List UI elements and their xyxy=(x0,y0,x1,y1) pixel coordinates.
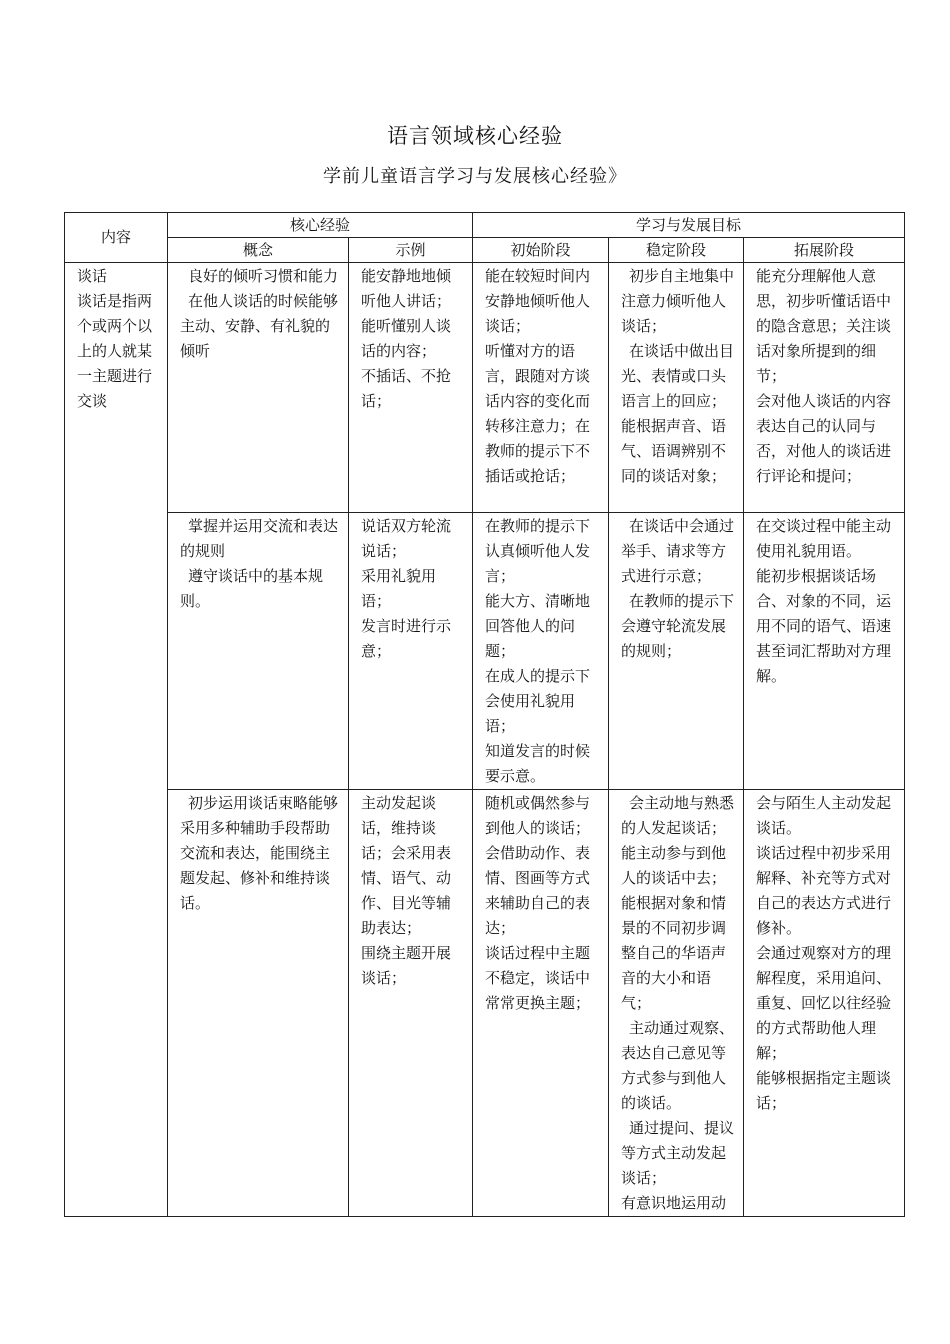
cell-line: 会主动地与熟悉的人发起谈话；能主动参与到他人的谈话中去；能根据对象和情景的不同初步调整自己的华语声音的大小和语气； xyxy=(621,794,735,1012)
cell-line: 会与陌生人主动发起谈话。 xyxy=(756,794,892,837)
cell-line: 良好的倾听习惯和能力 xyxy=(188,267,339,285)
cell-line: 主动通过观察、表达自己意见等方式参与到他人的谈话。 xyxy=(621,1019,735,1112)
header-core-experience: 核心经验 xyxy=(168,213,473,238)
table-row xyxy=(65,263,905,513)
header-example: 示例 xyxy=(349,238,473,263)
cell-line: 围绕主题开展谈话； xyxy=(361,944,452,987)
extended-stage-cell xyxy=(744,263,905,513)
initial-stage-cell xyxy=(473,513,609,790)
header-learning-goals: 学习与发展目标 xyxy=(473,213,905,238)
extended-stage-cell xyxy=(744,513,905,790)
cell-line: 谈话过程中主题不稳定，谈话中常常更换主题； xyxy=(485,944,591,1012)
cell-line: 不插话、不抢话； xyxy=(361,367,452,410)
cell-line: 有意识地运用动 xyxy=(621,1194,727,1212)
content-topic: 谈话 xyxy=(77,267,108,285)
cell-line: 说话双方轮流说话； xyxy=(361,517,452,560)
cell-line: 遵守谈话中的基本规则。 xyxy=(180,567,324,610)
document-subtitle: 学前儿童语言学习与发展核心经验》 xyxy=(323,166,627,187)
cell-line: 会通过观察对方的理解程度，采用追问、重复、回忆以往经验的方式帮助他人理解； xyxy=(756,944,892,1062)
concept-cell xyxy=(168,790,349,1217)
header-extended-stage: 拓展阶段 xyxy=(744,238,905,263)
example-cell xyxy=(349,263,473,513)
cell-line: 能安静地地倾听他人讲话； xyxy=(361,267,452,310)
header-concept: 概念 xyxy=(168,238,349,263)
cell-line: 在交谈过程中能主动使用礼貌用语。 xyxy=(756,517,892,560)
cell-line: 随机或偶然参与到他人的谈话；会借助动作、表情、图画等方式来辅助自己的表达； xyxy=(485,794,591,937)
core-experience-table xyxy=(64,212,905,1217)
cell-line: 在谈话中会通过举手、请求等方式进行示意； xyxy=(621,517,735,585)
cell-line: 听懂对方的语言，跟随对方谈话内容的变化而转移注意力；在教师的提示下不插话或抢话； xyxy=(485,342,591,485)
content-definition: 谈话是指两个或两个以上的人就某一主题进行交谈 xyxy=(77,292,153,410)
concept-cell xyxy=(168,263,349,513)
extended-stage-cell xyxy=(744,790,905,1217)
cell-line: 采用礼貌用语； xyxy=(361,567,437,610)
initial-stage-cell xyxy=(473,263,609,513)
content-cell xyxy=(65,263,168,1217)
table-row xyxy=(65,790,905,1217)
cell-line: 通过提问、提议等方式主动发起谈话； xyxy=(621,1119,735,1187)
cell-line: 在他人谈话的时候能够主动、安静、有礼貌的倾听 xyxy=(180,292,339,360)
initial-stage-cell xyxy=(473,790,609,1217)
cell-line: 能够根据指定主题谈话； xyxy=(756,1069,892,1112)
cell-line: 掌握并运用交流和表达的规则 xyxy=(180,517,339,560)
table-row xyxy=(65,513,905,790)
stable-stage-cell xyxy=(609,790,744,1217)
header-stable-stage: 稳定阶段 xyxy=(609,238,744,263)
example-cell xyxy=(349,790,473,1217)
cell-line: 主动发起谈话，维持谈话；会采用表情、语气、动作、目光等辅助表达； xyxy=(361,794,452,937)
cell-line: 会对他人谈话的内容表达自己的认同与否，对他人的谈话进行评论和提问； xyxy=(756,392,892,485)
cell-line: 能听懂别人谈话的内容； xyxy=(361,317,452,360)
header-initial-stage: 初始阶段 xyxy=(473,238,609,263)
cell-line: 发言时进行示意； xyxy=(361,617,452,660)
example-cell xyxy=(349,513,473,790)
document-title: 语言领域核心经验 xyxy=(387,124,563,148)
cell-line: 谈话过程中初步采用解释、补充等方式对自己的表达方式进行修补。 xyxy=(756,844,892,937)
cell-line: 在教师的提示下会遵守轮流发展的规则； xyxy=(621,592,735,660)
cell-line: 在教师的提示下认真倾听他人发言； xyxy=(485,517,591,585)
cell-line: 能初步根据谈话场合、对象的不同，运用不同的语气、语速甚至词汇帮助对方理解。 xyxy=(756,567,892,685)
stable-stage-cell xyxy=(609,263,744,513)
stable-stage-cell xyxy=(609,513,744,790)
cell-line: 在成人的提示下会使用礼貌用语； xyxy=(485,667,591,735)
cell-line: 在谈话中做出目光、表情或口头语言上的回应；能根据声音、语气、语调辨别不同的谈话对象； xyxy=(621,342,735,485)
cell-line: 能大方、清晰地回答他人的问题； xyxy=(485,592,591,660)
cell-line: 能充分理解他人意思，初步听懂话语中的隐含意思；关注谈话对象所提到的细节； xyxy=(756,267,892,385)
cell-line: 初步运用谈话束略能够采用多种辅助手段帮助交流和表达，能围绕主题发起、修补和维持谈话。 xyxy=(180,794,339,912)
cell-line: 知道发言的时候要示意。 xyxy=(485,742,591,785)
header-content: 内容 xyxy=(65,213,168,263)
concept-cell xyxy=(168,513,349,790)
cell-line: 初步自主地集中注意力倾听他人谈话； xyxy=(621,267,735,335)
cell-line: 能在较短时间内安静地倾听他人谈话； xyxy=(485,267,591,335)
